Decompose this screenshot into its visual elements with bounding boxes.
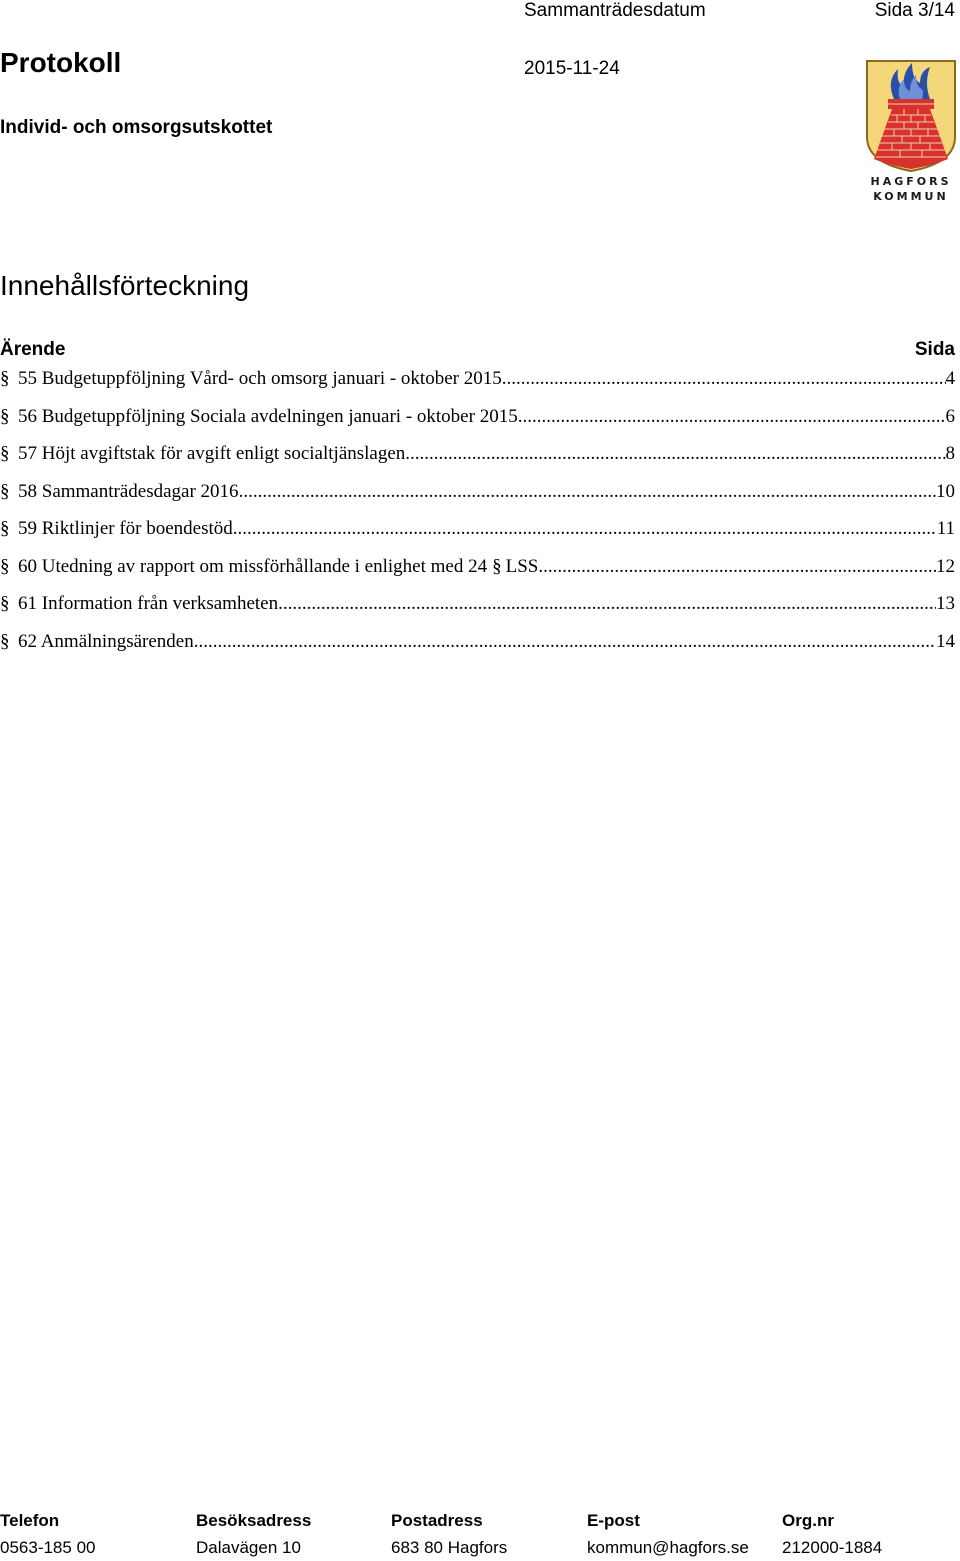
section-symbol: §: [0, 443, 10, 464]
toc-entry-page: 8: [945, 443, 955, 464]
section-symbol: §: [0, 630, 10, 652]
toc-entry[interactable]: [0, 481, 955, 507]
dot-leader: [518, 406, 946, 428]
document-title: Protokoll: [0, 47, 122, 78]
page-number: Sida 3/14: [874, 0, 955, 21]
dot-leader: [239, 481, 936, 503]
logo-line1: HAGFORS: [870, 175, 952, 188]
section-symbol: §: [0, 405, 10, 427]
toc-entry[interactable]: [0, 631, 955, 657]
dot-leader: [278, 593, 936, 615]
dot-leader: [502, 368, 946, 390]
footer-label-visit-address: Besöksadress: [196, 1511, 312, 1530]
section-symbol: §: [0, 368, 10, 389]
toc-entry-page: 13: [936, 593, 955, 614]
toc-entry-page: 6: [945, 405, 955, 427]
dot-leader: [233, 518, 937, 540]
footer-label-email: E-post: [587, 1511, 640, 1530]
footer-email[interactable]: kommun@hagfors.se: [587, 1538, 749, 1557]
footer-label-postal-address: Postadress: [391, 1511, 483, 1530]
committee-name: Individ- och omsorgsutskottet: [0, 117, 273, 138]
toc-entry[interactable]: [0, 518, 955, 544]
toc-entry-page: 12: [936, 555, 955, 577]
meeting-date-label: Sammanträdesdatum: [524, 0, 706, 21]
footer-org-nr: 212000-1884: [782, 1538, 883, 1557]
toc-entry[interactable]: [0, 443, 955, 469]
footer-postal-address: 683 80 Hagfors: [391, 1538, 508, 1557]
footer-phone: 0563-185 00: [0, 1538, 96, 1557]
toc-column-item: Ärende: [0, 339, 66, 360]
toc-entry-title: 59 Riktlinjer för boendestöd: [18, 518, 233, 539]
footer-visit-address: Dalavägen 10: [196, 1538, 301, 1557]
coat-of-arms-icon: [864, 59, 958, 205]
dot-leader: [405, 443, 945, 465]
section-symbol: §: [492, 555, 502, 577]
toc-entry-page: 4: [945, 368, 955, 389]
toc-entry-page: 14: [936, 630, 955, 652]
toc-entry-title: 56 Budgetuppföljning Sociala avdelningen januari - oktober 2015: [18, 405, 518, 427]
section-symbol: §: [0, 518, 10, 539]
section-symbol: §: [0, 593, 10, 614]
toc-entry-title: 62 Anmälningsärenden: [18, 630, 194, 652]
toc-heading: Innehållsförteckning: [0, 270, 250, 301]
logo-line2: KOMMUN: [873, 190, 949, 203]
hagfors-kommun-logo: [864, 59, 958, 205]
toc-entry-title-suffix: LSS: [505, 555, 539, 577]
toc-entry-title: 60 Utedning av rapport om missförhållande i enlighet med 24: [18, 555, 488, 577]
meeting-date: 2015-11-24: [524, 58, 620, 79]
section-symbol: §: [0, 480, 10, 502]
toc-entry-page: 10: [936, 480, 955, 502]
toc-entry-title: 58 Sammanträdesdagar 2016: [18, 480, 239, 502]
toc-column-page: Sida: [914, 339, 955, 360]
toc-entry-page: 11: [936, 518, 955, 539]
toc-entry-title: 55 Budgetuppföljning Vård- och omsorg januari - oktober 2015: [18, 368, 502, 389]
toc-entry-title: 61 Information från verksamheten: [18, 593, 279, 614]
footer-label-phone: Telefon: [0, 1511, 60, 1530]
footer-label-org-nr: Org.nr: [782, 1511, 834, 1530]
toc-entry[interactable]: [0, 368, 955, 394]
section-symbol: §: [0, 555, 10, 577]
toc-entry[interactable]: [0, 593, 955, 619]
dot-leader: [194, 631, 936, 653]
toc-entry-title: 57 Höjt avgiftstak för avgift enligt socialtjänslagen: [18, 443, 406, 464]
dot-leader: [538, 556, 936, 578]
toc-entry[interactable]: [0, 406, 955, 432]
toc-entry[interactable]: [0, 556, 955, 582]
